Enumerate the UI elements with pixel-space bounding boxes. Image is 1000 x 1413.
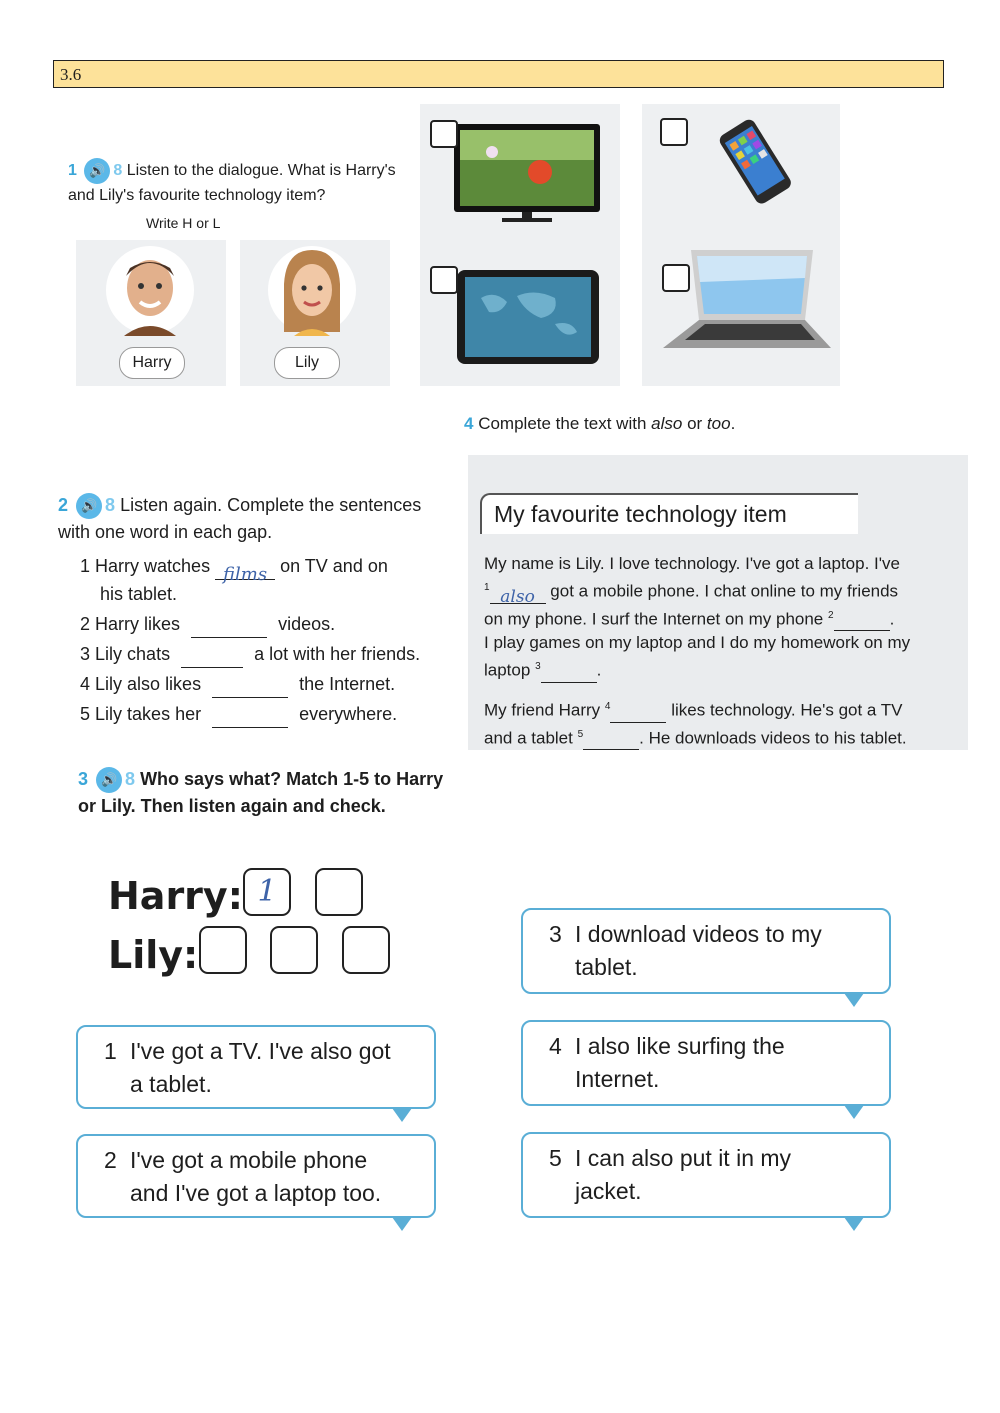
sentence-gap[interactable] [212,679,288,698]
tv-icon [452,122,602,226]
gap3-number: 3 [535,661,541,673]
sentence-before: Lily takes her [95,704,202,724]
ex4-line-7b: . He downloads videos to his tablet. [639,728,907,748]
ex1-instruction-block [68,158,398,207]
mobile-phone-checkbox[interactable] [660,118,688,146]
gap5-input[interactable] [583,731,639,750]
gap2-input[interactable] [834,612,890,631]
ex4-line-1: My name is Lily. I love technology. I've got a laptop. I've [484,554,900,573]
bubble-tail [844,1217,864,1231]
ex4-line-6b: likes technology. He's got a TV [671,700,903,720]
speaker-icon[interactable]: 🔊 [96,767,122,793]
tv-checkbox[interactable] [430,120,458,148]
laptop-checkbox[interactable] [662,264,690,292]
bubble-line: I've got a TV. I've also got [130,1038,391,1064]
harry-answer-box[interactable]: 1 [243,868,291,916]
sentence-number: 5 [80,704,91,724]
ex3-instruction: Who says what? Match 1-5 to Harry or Lily. Then listen again and check. [78,769,444,817]
speech-bubble-1 [76,1025,436,1109]
speaker-icon[interactable]: 🔊 [76,493,102,519]
ex4-word1: also [651,414,683,433]
ex2-sentence [80,640,460,668]
speech-bubble-2 [76,1134,436,1218]
ex2-instruction: Listen again. Complete the sentences with one word in each gap. [58,495,422,543]
ex4-line-5-text: laptop [484,660,531,680]
bubble-line: I also like surfing the [575,1033,785,1059]
ex4-line-6 [484,695,964,723]
bubble-line: and I've got a laptop too. [130,1180,382,1206]
harry-name: Harry [132,354,172,371]
sentence-after: a lot with her friends. [254,644,421,664]
ex4-line-4: I play games on my laptop and I do my homework on my [484,633,911,653]
sentence-after: on TV and on [280,556,388,576]
bubble-number: 5 [549,1145,562,1171]
sentence-before: Harry watches [95,556,211,576]
sentence-before: Lily chats [95,644,171,664]
harry-name-pill [119,347,185,379]
lily-answer-box[interactable] [270,926,318,974]
ex2-sentence [80,610,460,638]
section-header [53,60,944,88]
ex2-sentence [80,552,460,585]
bubble-tail [844,1105,864,1119]
sentence-gap[interactable] [181,649,243,668]
ex1-instruction: Listen to the dialogue. What is Harry's and Lily's favourite technology item? [68,162,396,204]
sentence-after: everywhere. [299,704,398,724]
harry-label: Harry: [108,874,243,918]
bubble-tail [392,1217,412,1231]
lily-avatar [266,244,358,340]
ex1-number: 1 [68,162,77,180]
bubble-line: I download videos to my [575,921,822,947]
sentence-number: 2 [80,614,91,634]
ex4-or: or [687,414,703,433]
gap1-answer[interactable]: also [490,585,546,604]
sentence-after: videos. [278,614,336,634]
sentence-continuation: his tablet. [100,584,178,604]
bubble-number: 2 [104,1147,117,1173]
bubble-number: 3 [549,921,562,947]
gap2-number: 2 [828,609,834,621]
ex1-note: Write H or L [146,215,221,231]
ex4-line-6a: My friend Harry [484,700,601,720]
ex3-instruction-block [78,766,450,820]
ex4-word2: too [706,414,731,433]
mobile-phone-icon [710,118,800,208]
bubble-number: 1 [104,1038,117,1064]
gap5-number: 5 [577,728,584,740]
speaker-icon[interactable]: 🔊 [84,158,110,184]
lily-answer-box[interactable] [199,926,247,974]
ex2-number: 2 [58,495,69,515]
ex4-number: 4 [464,414,474,433]
bubble-line: I can also put it in my [575,1145,792,1171]
sentence-gap[interactable]: films [215,561,275,580]
speech-bubble-5 [521,1132,891,1218]
bubble-line: jacket. [575,1178,642,1204]
sentence-after: the Internet. [299,674,396,694]
gap4-number: 4 [604,700,611,712]
ex2-sentences [80,552,460,728]
gap1-number: 1 [484,582,490,593]
ex4-line-3-text: on my phone. I surf the Internet on my phone [484,609,824,629]
bubble-line: I've got a mobile phone [130,1147,368,1173]
ex4-line-7 [484,723,964,751]
sentence-number: 1 [80,556,91,576]
lily-answer-box[interactable] [342,926,390,974]
tablet-checkbox[interactable] [430,266,458,294]
sentence-before: Lily also likes [95,674,202,694]
speech-bubble-3 [521,908,891,994]
sentence-before: Harry likes [95,614,181,634]
ex4-line-2 [484,576,964,607]
lily-name-pill [274,347,340,379]
ex2-sentence [80,670,460,698]
bubble-line: Internet. [575,1066,660,1092]
section-label: 3.6 [60,65,82,84]
ex2-instruction-block [58,492,438,545]
bubble-tail [392,1108,412,1122]
ex1-track: 8 [113,162,123,180]
harry-avatar [104,244,196,340]
ex4-line-7a: and a tablet [484,728,573,748]
bubble-number: 4 [549,1033,562,1059]
ex3-number: 3 [78,769,89,789]
harry-answer-box[interactable] [315,868,363,916]
ex4-paragraph [484,552,964,750]
sentence-gap[interactable] [212,709,288,728]
ex4-instruction-pre: Complete the text with [478,414,647,433]
ex4-title: My favourite technology item [480,493,858,534]
ex4-line-2-text: got a mobile phone. I chat online to my friends [550,581,899,601]
ex2-track: 8 [105,495,116,515]
lily-name: Lily [294,354,319,371]
ex4-line-5: laptop $^3$ . [484,655,964,683]
speech-bubble-4 [521,1020,891,1106]
ex4-instruction-block: 4 Complete the text with also or too. [464,414,736,433]
tablet-icon [455,268,601,366]
ex4-line-3: on my phone. I surf the Internet on my phone $^2$ . [484,604,964,632]
gap4-input[interactable] [610,704,666,723]
ex3-track: 8 [125,769,136,789]
bubble-line: a tablet. [130,1071,212,1097]
bubble-tail [844,993,864,1007]
gap3-input[interactable] [541,664,597,683]
sentence-number: 3 [80,644,91,664]
sentence-number: 4 [80,674,91,694]
sentence-gap[interactable] [191,619,267,638]
lily-label: Lily: [108,933,199,977]
bubble-line: tablet. [575,954,638,980]
ex2-sentence [80,700,460,728]
